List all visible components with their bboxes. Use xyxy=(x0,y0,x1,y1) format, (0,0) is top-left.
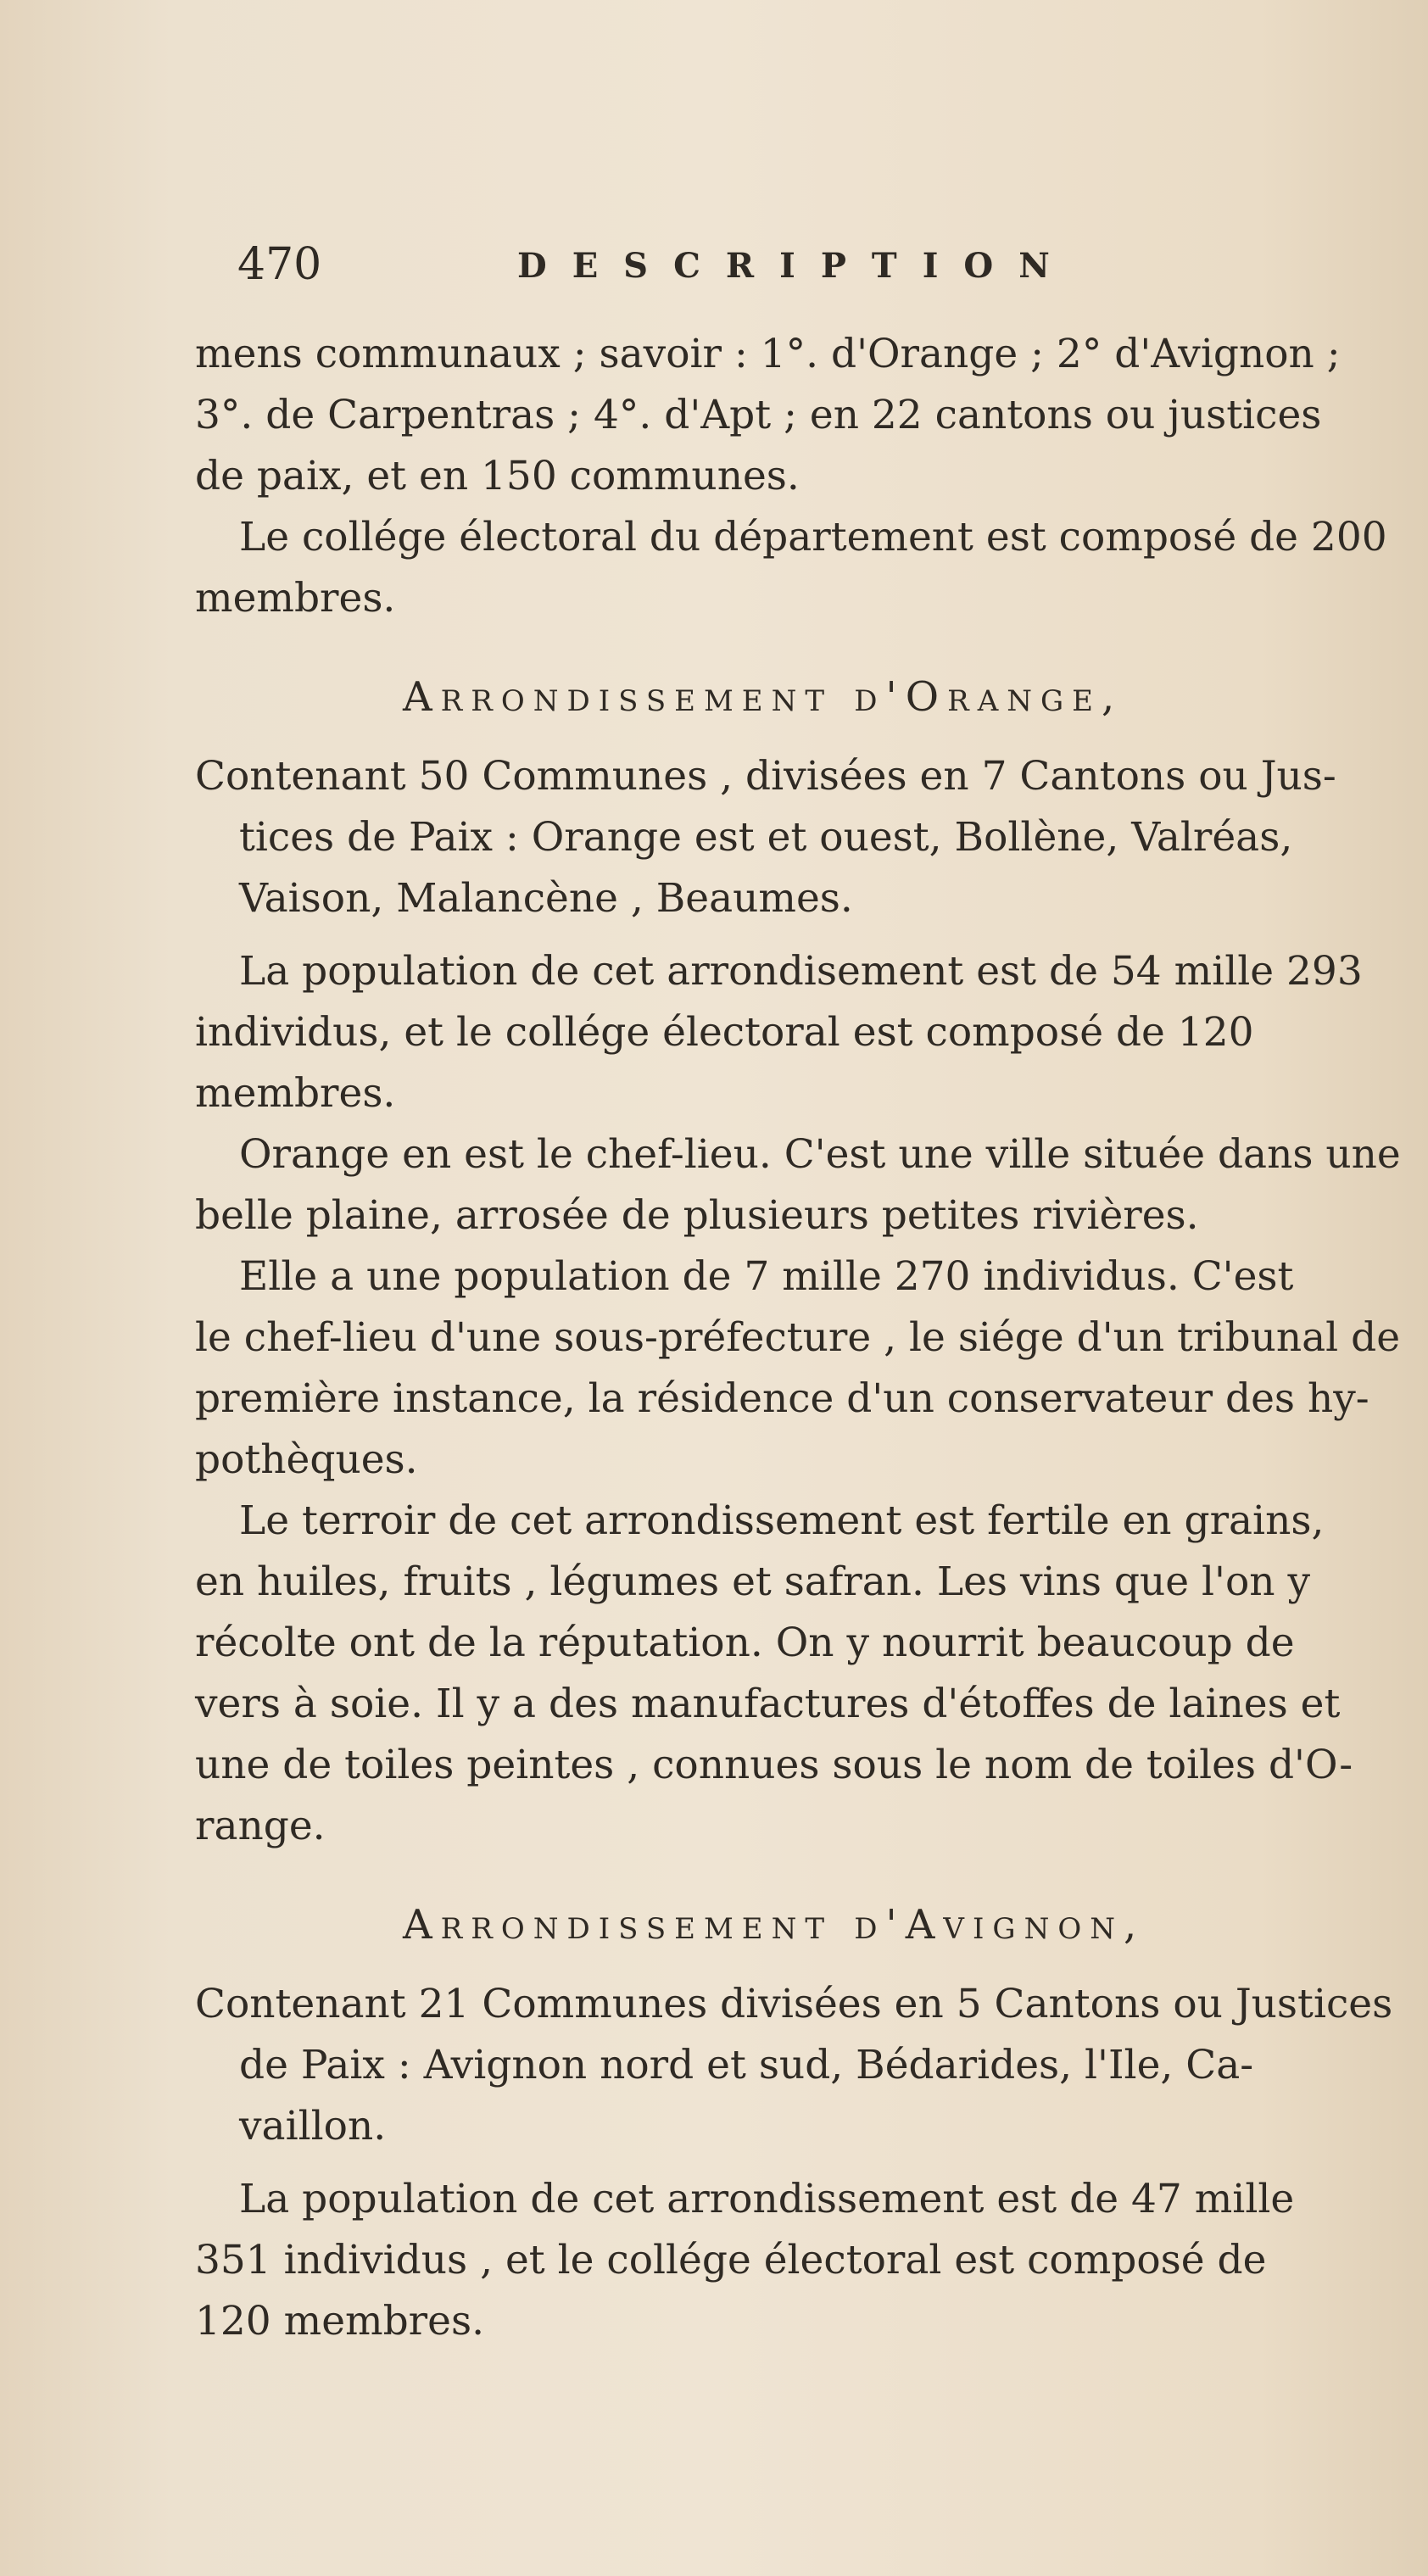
text-line: de paix, et en 150 communes. xyxy=(195,453,800,499)
text-line: Elle a une population de 7 mille 270 individus. C'est xyxy=(239,1253,1294,1300)
text-line: belle plaine, arrosée de plusieurs petites rivières. xyxy=(195,1192,1199,1239)
orange-elle xyxy=(195,1246,1399,1491)
page-number: 470 xyxy=(237,239,322,290)
text-line: une de toiles peintes , connues sous le nom de toiles d'O- xyxy=(195,1742,1353,1788)
text-line: en huiles, fruits , légumes et safran. Les vins que l'on y xyxy=(195,1558,1311,1605)
text-line: La population de cet arrondissement est de 47 mille xyxy=(239,2176,1295,2222)
text-line: Vaison, Malancène , Beaumes. xyxy=(239,875,853,922)
page-header xyxy=(237,239,1280,315)
text-line: vers à soie. Il y a des manufactures d'étoffes de laines et xyxy=(195,1681,1341,1727)
section-heading-avignon: Arrondissement d'Avignon, xyxy=(403,1901,1146,1949)
orange-chef-lieu xyxy=(195,1124,1399,1246)
orange-terroir xyxy=(195,1491,1399,1857)
text-line: Le terroir de cet arrondissement est fertile en grains, xyxy=(239,1497,1325,1544)
text-line: individus, et le collége électoral est composé de 120 xyxy=(195,1009,1254,1056)
text-line: récolte ont de la réputation. On y nourrit beaucoup de xyxy=(195,1620,1295,1666)
text-line: La population de cet arrondisement est de 54 mille 293 xyxy=(239,948,1363,995)
avignon-population xyxy=(195,2169,1399,2352)
text-line: de Paix : Avignon nord et sud, Bédarides, l'Ile, Ca- xyxy=(239,2042,1254,2088)
text-line: le chef-lieu d'une sous-préfecture , le siége d'un tribunal de xyxy=(195,1314,1401,1361)
text-line: Contenant 50 Communes , divisées en 7 Cantons ou Jus- xyxy=(195,753,1336,800)
electoral-paragraph-end xyxy=(195,568,1399,629)
text-line: 3°. de Carpentras ; 4°. d'Apt ; en 22 cantons ou justices xyxy=(195,392,1322,438)
orange-population xyxy=(195,941,1399,1124)
text-line: membres. xyxy=(195,1070,396,1117)
text-line: 120 membres. xyxy=(195,2298,485,2345)
body-text xyxy=(195,324,1399,2352)
text-line: vaillon. xyxy=(239,2103,387,2149)
text-line: Orange en est le chef-lieu. C'est une ville située dans une xyxy=(239,1131,1401,1178)
text-line: mens communaux ; savoir : 1°. d'Orange ; 2° d'Avignon ; xyxy=(195,331,1341,377)
electoral-paragraph xyxy=(195,507,1399,568)
text-line: Le collége électoral du département est composé de 200 xyxy=(239,514,1387,560)
text-line: première instance, la résidence d'un conservateur des hy- xyxy=(195,1375,1369,1422)
avignon-contents xyxy=(195,1974,1399,2157)
orange-contents xyxy=(195,746,1399,929)
text-line: 351 individus , et le collége électoral est composé de xyxy=(195,2237,1267,2283)
text-line: range. xyxy=(195,1803,326,1849)
intro-paragraph xyxy=(195,324,1399,507)
text-line: pothèques. xyxy=(195,1436,418,1483)
text-line: membres. xyxy=(195,575,396,622)
text-line: Contenant 21 Communes divisées en 5 Cantons ou Justices xyxy=(195,1981,1393,2027)
text-line: tices de Paix : Orange est et ouest, Bollène, Valréas, xyxy=(239,814,1293,861)
running-title: DESCRIPTION xyxy=(517,246,1075,286)
section-heading-orange: Arrondissement d'Orange, xyxy=(403,673,1124,721)
